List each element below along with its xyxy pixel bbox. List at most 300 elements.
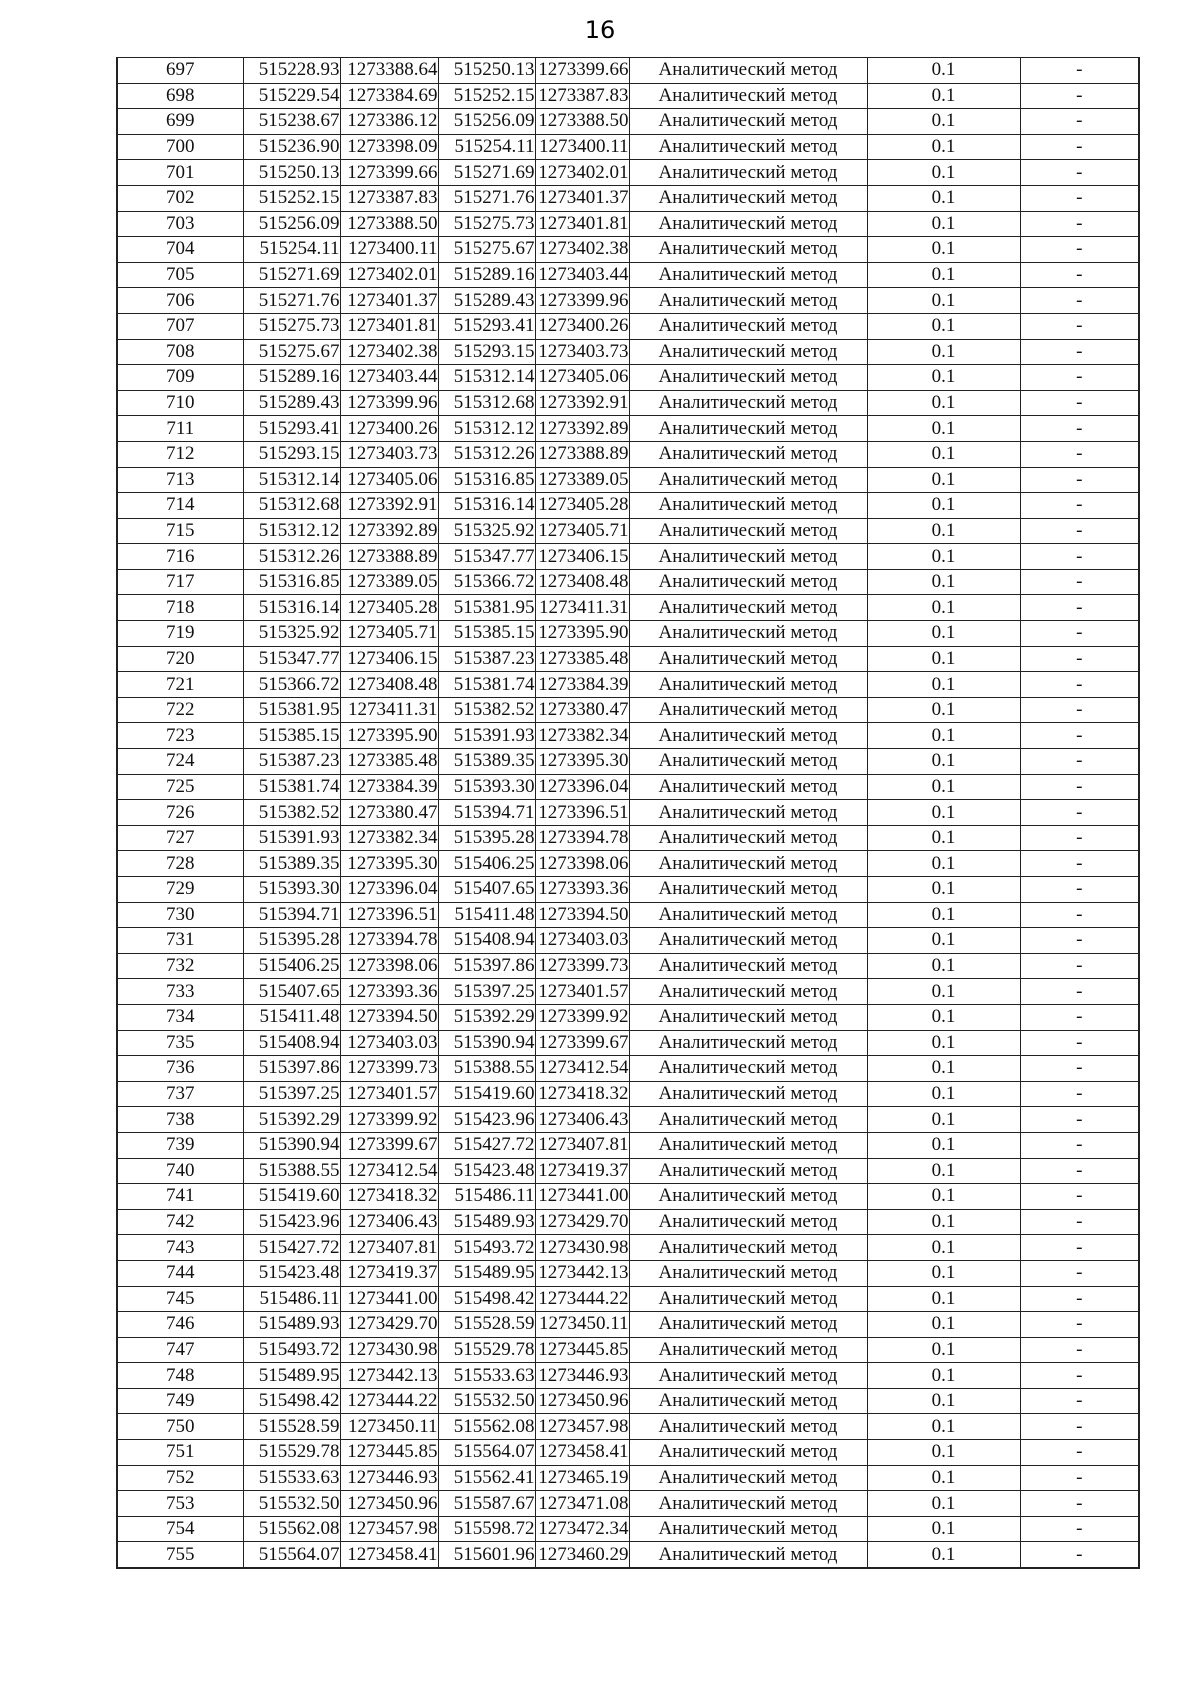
cell-method: Аналитический метод xyxy=(629,621,867,647)
cell-accuracy: 0.1 xyxy=(867,774,1020,800)
cell-note: - xyxy=(1020,877,1139,903)
cell-accuracy: 0.1 xyxy=(867,1440,1020,1466)
cell-method: Аналитический метод xyxy=(629,1158,867,1184)
cell-method: Аналитический метод xyxy=(629,851,867,877)
cell-y-start: 1273407.81 xyxy=(340,1235,438,1261)
cell-y-start: 1273385.48 xyxy=(340,749,438,775)
table-row xyxy=(117,569,1139,595)
cell-x-start: 515228.93 xyxy=(243,58,340,84)
cell-x-start: 515395.28 xyxy=(243,928,340,954)
table-row xyxy=(117,544,1139,570)
cell-accuracy: 0.1 xyxy=(867,1056,1020,1082)
cell-point-number: 733 xyxy=(117,979,243,1005)
cell-y-start: 1273396.51 xyxy=(340,902,438,928)
table-row xyxy=(117,1081,1139,1107)
cell-accuracy: 0.1 xyxy=(867,1286,1020,1312)
cell-method: Аналитический метод xyxy=(629,1312,867,1338)
cell-note: - xyxy=(1020,569,1139,595)
cell-note: - xyxy=(1020,262,1139,288)
cell-point-number: 739 xyxy=(117,1132,243,1158)
cell-point-number: 705 xyxy=(117,262,243,288)
cell-x-start: 515312.12 xyxy=(243,518,340,544)
table-row xyxy=(117,877,1139,903)
cell-y-end: 1273388.89 xyxy=(535,441,629,467)
cell-x-start: 515393.30 xyxy=(243,877,340,903)
cell-x-start: 515271.69 xyxy=(243,262,340,288)
cell-y-start: 1273430.98 xyxy=(340,1337,438,1363)
cell-x-end: 515381.95 xyxy=(438,595,535,621)
cell-y-end: 1273405.71 xyxy=(535,518,629,544)
cell-y-end: 1273395.90 xyxy=(535,621,629,647)
cell-y-start: 1273388.50 xyxy=(340,211,438,237)
cell-x-end: 515382.52 xyxy=(438,697,535,723)
cell-y-end: 1273385.48 xyxy=(535,646,629,672)
cell-point-number: 754 xyxy=(117,1516,243,1542)
cell-y-end: 1273403.03 xyxy=(535,928,629,954)
cell-x-end: 515427.72 xyxy=(438,1132,535,1158)
cell-x-start: 515390.94 xyxy=(243,1132,340,1158)
table-row xyxy=(117,621,1139,647)
cell-x-end: 515275.67 xyxy=(438,237,535,263)
cell-note: - xyxy=(1020,595,1139,621)
cell-y-start: 1273450.96 xyxy=(340,1491,438,1517)
cell-x-start: 515312.68 xyxy=(243,493,340,519)
cell-y-start: 1273392.89 xyxy=(340,518,438,544)
cell-note: - xyxy=(1020,953,1139,979)
table-row xyxy=(117,1388,1139,1414)
cell-method: Аналитический метод xyxy=(629,825,867,851)
cell-point-number: 726 xyxy=(117,800,243,826)
cell-accuracy: 0.1 xyxy=(867,262,1020,288)
cell-point-number: 738 xyxy=(117,1107,243,1133)
cell-accuracy: 0.1 xyxy=(867,646,1020,672)
cell-x-end: 515419.60 xyxy=(438,1081,535,1107)
cell-y-end: 1273394.78 xyxy=(535,825,629,851)
cell-method: Аналитический метод xyxy=(629,953,867,979)
cell-note: - xyxy=(1020,672,1139,698)
cell-note: - xyxy=(1020,134,1139,160)
cell-point-number: 713 xyxy=(117,467,243,493)
cell-x-end: 515366.72 xyxy=(438,569,535,595)
cell-y-start: 1273444.22 xyxy=(340,1388,438,1414)
cell-x-end: 515316.85 xyxy=(438,467,535,493)
cell-y-start: 1273445.85 xyxy=(340,1440,438,1466)
cell-y-start: 1273393.36 xyxy=(340,979,438,1005)
cell-x-start: 515423.96 xyxy=(243,1209,340,1235)
cell-accuracy: 0.1 xyxy=(867,1235,1020,1261)
cell-method: Аналитический метод xyxy=(629,877,867,903)
table-row xyxy=(117,825,1139,851)
table-row xyxy=(117,928,1139,954)
cell-method: Аналитический метод xyxy=(629,1081,867,1107)
cell-point-number: 731 xyxy=(117,928,243,954)
cell-method: Аналитический метод xyxy=(629,416,867,442)
cell-point-number: 751 xyxy=(117,1440,243,1466)
cell-method: Аналитический метод xyxy=(629,237,867,263)
cell-y-end: 1273406.15 xyxy=(535,544,629,570)
cell-y-end: 1273429.70 xyxy=(535,1209,629,1235)
cell-x-start: 515411.48 xyxy=(243,1004,340,1030)
cell-note: - xyxy=(1020,800,1139,826)
cell-method: Аналитический метод xyxy=(629,339,867,365)
cell-point-number: 747 xyxy=(117,1337,243,1363)
cell-accuracy: 0.1 xyxy=(867,1516,1020,1542)
cell-accuracy: 0.1 xyxy=(867,672,1020,698)
table-row xyxy=(117,185,1139,211)
cell-y-end: 1273400.26 xyxy=(535,313,629,339)
cell-point-number: 716 xyxy=(117,544,243,570)
cell-method: Аналитический метод xyxy=(629,1235,867,1261)
cell-note: - xyxy=(1020,1132,1139,1158)
cell-method: Аналитический метод xyxy=(629,1440,867,1466)
cell-note: - xyxy=(1020,493,1139,519)
cell-method: Аналитический метод xyxy=(629,1184,867,1210)
cell-y-end: 1273458.41 xyxy=(535,1440,629,1466)
cell-accuracy: 0.1 xyxy=(867,979,1020,1005)
cell-y-end: 1273407.81 xyxy=(535,1132,629,1158)
cell-accuracy: 0.1 xyxy=(867,1107,1020,1133)
cell-x-start: 515325.92 xyxy=(243,621,340,647)
table-row xyxy=(117,1056,1139,1082)
cell-x-start: 515427.72 xyxy=(243,1235,340,1261)
cell-note: - xyxy=(1020,979,1139,1005)
cell-y-end: 1273401.81 xyxy=(535,211,629,237)
cell-accuracy: 0.1 xyxy=(867,211,1020,237)
cell-y-end: 1273384.39 xyxy=(535,672,629,698)
cell-accuracy: 0.1 xyxy=(867,313,1020,339)
cell-y-end: 1273457.98 xyxy=(535,1414,629,1440)
cell-x-end: 515533.63 xyxy=(438,1363,535,1389)
table-row xyxy=(117,237,1139,263)
cell-method: Аналитический метод xyxy=(629,1056,867,1082)
cell-y-start: 1273398.06 xyxy=(340,953,438,979)
cell-y-start: 1273403.44 xyxy=(340,365,438,391)
cell-y-start: 1273402.38 xyxy=(340,339,438,365)
cell-y-start: 1273384.69 xyxy=(340,83,438,109)
cell-note: - xyxy=(1020,1465,1139,1491)
cell-note: - xyxy=(1020,58,1139,84)
cell-x-end: 515423.96 xyxy=(438,1107,535,1133)
cell-point-number: 719 xyxy=(117,621,243,647)
cell-x-end: 515489.93 xyxy=(438,1209,535,1235)
table-row xyxy=(117,1132,1139,1158)
cell-y-end: 1273403.73 xyxy=(535,339,629,365)
cell-x-end: 515486.11 xyxy=(438,1184,535,1210)
cell-y-end: 1273465.19 xyxy=(535,1465,629,1491)
cell-x-end: 515252.15 xyxy=(438,83,535,109)
cell-note: - xyxy=(1020,1363,1139,1389)
cell-x-start: 515406.25 xyxy=(243,953,340,979)
cell-accuracy: 0.1 xyxy=(867,1004,1020,1030)
cell-y-end: 1273380.47 xyxy=(535,697,629,723)
cell-x-start: 515385.15 xyxy=(243,723,340,749)
cell-method: Аналитический метод xyxy=(629,1209,867,1235)
cell-x-start: 515381.74 xyxy=(243,774,340,800)
cell-y-start: 1273395.30 xyxy=(340,851,438,877)
cell-y-start: 1273401.81 xyxy=(340,313,438,339)
cell-method: Аналитический метод xyxy=(629,1542,867,1568)
cell-point-number: 718 xyxy=(117,595,243,621)
cell-x-end: 515397.25 xyxy=(438,979,535,1005)
cell-note: - xyxy=(1020,1107,1139,1133)
cell-point-number: 698 xyxy=(117,83,243,109)
cell-y-end: 1273418.32 xyxy=(535,1081,629,1107)
table-row xyxy=(117,134,1139,160)
cell-method: Аналитический метод xyxy=(629,1286,867,1312)
cell-x-end: 515391.93 xyxy=(438,723,535,749)
cell-x-start: 515347.77 xyxy=(243,646,340,672)
cell-y-end: 1273412.54 xyxy=(535,1056,629,1082)
cell-y-start: 1273388.89 xyxy=(340,544,438,570)
cell-y-start: 1273399.96 xyxy=(340,390,438,416)
cell-x-start: 515533.63 xyxy=(243,1465,340,1491)
cell-y-end: 1273402.01 xyxy=(535,160,629,186)
cell-note: - xyxy=(1020,441,1139,467)
cell-y-start: 1273399.67 xyxy=(340,1132,438,1158)
table-row xyxy=(117,288,1139,314)
cell-x-end: 515275.73 xyxy=(438,211,535,237)
cell-x-end: 515312.68 xyxy=(438,390,535,416)
cell-x-end: 515394.71 xyxy=(438,800,535,826)
cell-x-start: 515489.95 xyxy=(243,1363,340,1389)
cell-y-end: 1273395.30 xyxy=(535,749,629,775)
cell-method: Аналитический метод xyxy=(629,595,867,621)
cell-y-start: 1273429.70 xyxy=(340,1312,438,1338)
cell-y-end: 1273450.11 xyxy=(535,1312,629,1338)
table-row xyxy=(117,1004,1139,1030)
cell-y-start: 1273419.37 xyxy=(340,1260,438,1286)
table-row xyxy=(117,211,1139,237)
cell-point-number: 742 xyxy=(117,1209,243,1235)
cell-x-end: 515528.59 xyxy=(438,1312,535,1338)
cell-note: - xyxy=(1020,1056,1139,1082)
cell-y-start: 1273458.41 xyxy=(340,1542,438,1568)
cell-method: Аналитический метод xyxy=(629,441,867,467)
cell-point-number: 717 xyxy=(117,569,243,595)
cell-note: - xyxy=(1020,1209,1139,1235)
cell-note: - xyxy=(1020,1414,1139,1440)
cell-y-start: 1273400.11 xyxy=(340,237,438,263)
cell-y-start: 1273403.03 xyxy=(340,1030,438,1056)
cell-y-end: 1273399.67 xyxy=(535,1030,629,1056)
cell-x-start: 515397.86 xyxy=(243,1056,340,1082)
cell-point-number: 709 xyxy=(117,365,243,391)
cell-x-start: 515381.95 xyxy=(243,697,340,723)
cell-accuracy: 0.1 xyxy=(867,1158,1020,1184)
table-row xyxy=(117,953,1139,979)
cell-note: - xyxy=(1020,467,1139,493)
cell-accuracy: 0.1 xyxy=(867,1542,1020,1568)
cell-x-end: 515529.78 xyxy=(438,1337,535,1363)
cell-y-end: 1273382.34 xyxy=(535,723,629,749)
cell-x-start: 515388.55 xyxy=(243,1158,340,1184)
table-row xyxy=(117,262,1139,288)
cell-note: - xyxy=(1020,313,1139,339)
cell-point-number: 746 xyxy=(117,1312,243,1338)
cell-y-start: 1273446.93 xyxy=(340,1465,438,1491)
cell-method: Аналитический метод xyxy=(629,390,867,416)
cell-x-start: 515392.29 xyxy=(243,1107,340,1133)
cell-point-number: 702 xyxy=(117,185,243,211)
cell-point-number: 706 xyxy=(117,288,243,314)
cell-x-end: 515250.13 xyxy=(438,58,535,84)
cell-x-end: 515408.94 xyxy=(438,928,535,954)
cell-accuracy: 0.1 xyxy=(867,953,1020,979)
cell-x-end: 515254.11 xyxy=(438,134,535,160)
cell-accuracy: 0.1 xyxy=(867,339,1020,365)
cell-note: - xyxy=(1020,1491,1139,1517)
cell-accuracy: 0.1 xyxy=(867,569,1020,595)
cell-point-number: 704 xyxy=(117,237,243,263)
cell-y-start: 1273382.34 xyxy=(340,825,438,851)
cell-note: - xyxy=(1020,749,1139,775)
table-row xyxy=(117,595,1139,621)
table-row xyxy=(117,723,1139,749)
cell-note: - xyxy=(1020,646,1139,672)
cell-accuracy: 0.1 xyxy=(867,416,1020,442)
cell-y-end: 1273460.29 xyxy=(535,1542,629,1568)
table-row xyxy=(117,1363,1139,1389)
cell-accuracy: 0.1 xyxy=(867,365,1020,391)
table-row xyxy=(117,518,1139,544)
cell-x-start: 515532.50 xyxy=(243,1491,340,1517)
cell-y-start: 1273405.06 xyxy=(340,467,438,493)
cell-y-start: 1273442.13 xyxy=(340,1363,438,1389)
cell-accuracy: 0.1 xyxy=(867,390,1020,416)
cell-x-start: 515316.85 xyxy=(243,569,340,595)
table-row xyxy=(117,1158,1139,1184)
cell-accuracy: 0.1 xyxy=(867,1132,1020,1158)
cell-y-end: 1273400.11 xyxy=(535,134,629,160)
cell-accuracy: 0.1 xyxy=(867,902,1020,928)
table-row xyxy=(117,1440,1139,1466)
cell-note: - xyxy=(1020,544,1139,570)
cell-x-start: 515275.73 xyxy=(243,313,340,339)
table-row xyxy=(117,1491,1139,1517)
cell-y-start: 1273394.78 xyxy=(340,928,438,954)
table-row xyxy=(117,902,1139,928)
cell-x-end: 515406.25 xyxy=(438,851,535,877)
cell-x-end: 515312.14 xyxy=(438,365,535,391)
cell-point-number: 727 xyxy=(117,825,243,851)
cell-y-start: 1273395.90 xyxy=(340,723,438,749)
cell-y-end: 1273446.93 xyxy=(535,1363,629,1389)
cell-note: - xyxy=(1020,1516,1139,1542)
cell-note: - xyxy=(1020,1004,1139,1030)
cell-x-end: 515289.43 xyxy=(438,288,535,314)
cell-x-start: 515407.65 xyxy=(243,979,340,1005)
cell-y-start: 1273406.15 xyxy=(340,646,438,672)
cell-accuracy: 0.1 xyxy=(867,800,1020,826)
cell-x-end: 515293.41 xyxy=(438,313,535,339)
cell-method: Аналитический метод xyxy=(629,467,867,493)
cell-method: Аналитический метод xyxy=(629,493,867,519)
cell-y-start: 1273384.39 xyxy=(340,774,438,800)
cell-point-number: 721 xyxy=(117,672,243,698)
cell-point-number: 697 xyxy=(117,58,243,84)
cell-y-end: 1273442.13 xyxy=(535,1260,629,1286)
cell-y-start: 1273412.54 xyxy=(340,1158,438,1184)
cell-accuracy: 0.1 xyxy=(867,1491,1020,1517)
cell-y-end: 1273411.31 xyxy=(535,595,629,621)
table-row xyxy=(117,1516,1139,1542)
cell-y-start: 1273387.83 xyxy=(340,185,438,211)
cell-method: Аналитический метод xyxy=(629,518,867,544)
cell-method: Аналитический метод xyxy=(629,800,867,826)
cell-method: Аналитический метод xyxy=(629,697,867,723)
cell-x-end: 515498.42 xyxy=(438,1286,535,1312)
cell-method: Аналитический метод xyxy=(629,749,867,775)
cell-note: - xyxy=(1020,339,1139,365)
cell-point-number: 735 xyxy=(117,1030,243,1056)
cell-note: - xyxy=(1020,1542,1139,1568)
cell-y-start: 1273405.71 xyxy=(340,621,438,647)
cell-y-start: 1273405.28 xyxy=(340,595,438,621)
cell-x-end: 515489.95 xyxy=(438,1260,535,1286)
cell-x-start: 515397.25 xyxy=(243,1081,340,1107)
cell-x-end: 515385.15 xyxy=(438,621,535,647)
cell-x-start: 515529.78 xyxy=(243,1440,340,1466)
cell-point-number: 722 xyxy=(117,697,243,723)
table-row xyxy=(117,416,1139,442)
table-row xyxy=(117,1286,1139,1312)
cell-x-start: 515252.15 xyxy=(243,185,340,211)
table-row xyxy=(117,1209,1139,1235)
cell-note: - xyxy=(1020,825,1139,851)
table-row xyxy=(117,365,1139,391)
cell-method: Аналитический метод xyxy=(629,83,867,109)
cell-x-start: 515389.35 xyxy=(243,851,340,877)
cell-accuracy: 0.1 xyxy=(867,621,1020,647)
cell-method: Аналитический метод xyxy=(629,1107,867,1133)
table-row xyxy=(117,339,1139,365)
cell-method: Аналитический метод xyxy=(629,313,867,339)
cell-x-start: 515493.72 xyxy=(243,1337,340,1363)
cell-point-number: 743 xyxy=(117,1235,243,1261)
cell-point-number: 725 xyxy=(117,774,243,800)
cell-point-number: 730 xyxy=(117,902,243,928)
cell-point-number: 715 xyxy=(117,518,243,544)
cell-note: - xyxy=(1020,185,1139,211)
table-row xyxy=(117,313,1139,339)
cell-method: Аналитический метод xyxy=(629,1465,867,1491)
cell-x-start: 515528.59 xyxy=(243,1414,340,1440)
cell-x-end: 515390.94 xyxy=(438,1030,535,1056)
cell-note: - xyxy=(1020,1440,1139,1466)
cell-note: - xyxy=(1020,928,1139,954)
cell-y-start: 1273399.92 xyxy=(340,1107,438,1133)
cell-x-start: 515271.76 xyxy=(243,288,340,314)
cell-x-end: 515395.28 xyxy=(438,825,535,851)
cell-x-start: 515256.09 xyxy=(243,211,340,237)
cell-x-start: 515423.48 xyxy=(243,1260,340,1286)
cell-accuracy: 0.1 xyxy=(867,749,1020,775)
cell-method: Аналитический метод xyxy=(629,1132,867,1158)
cell-x-start: 515419.60 xyxy=(243,1184,340,1210)
cell-y-start: 1273389.05 xyxy=(340,569,438,595)
cell-x-start: 515229.54 xyxy=(243,83,340,109)
cell-x-end: 515312.26 xyxy=(438,441,535,467)
cell-x-start: 515387.23 xyxy=(243,749,340,775)
cell-accuracy: 0.1 xyxy=(867,1184,1020,1210)
coordinates-table xyxy=(116,57,1140,1569)
cell-note: - xyxy=(1020,1184,1139,1210)
cell-point-number: 714 xyxy=(117,493,243,519)
cell-method: Аналитический метод xyxy=(629,109,867,135)
cell-y-end: 1273405.28 xyxy=(535,493,629,519)
cell-point-number: 724 xyxy=(117,749,243,775)
table-row xyxy=(117,493,1139,519)
